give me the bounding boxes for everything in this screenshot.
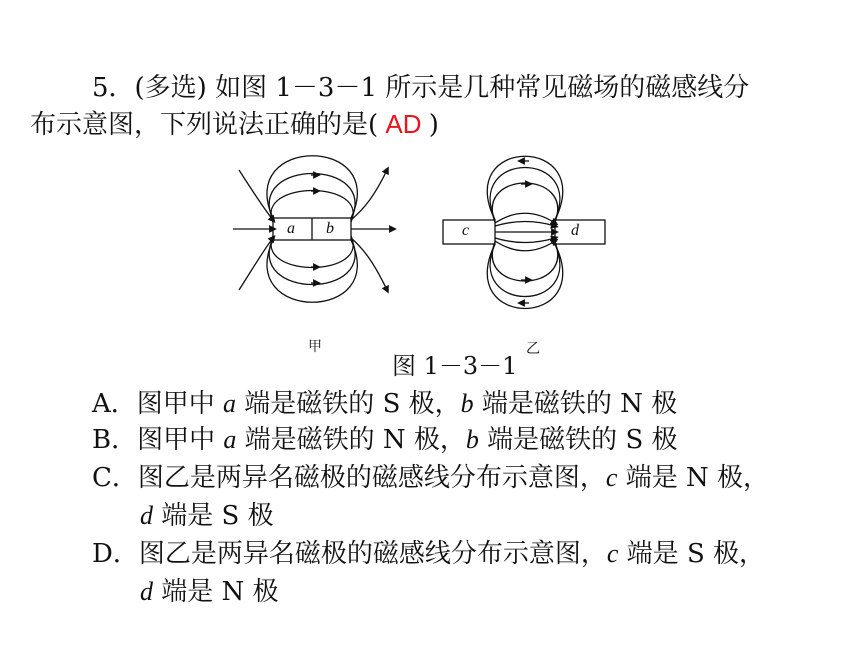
label-a: a: [287, 220, 295, 237]
magnet-d: [555, 220, 605, 244]
option-a-text-3: 端是磁铁的 N 极: [473, 389, 678, 419]
option-c-text-2: 端是 N 极，: [617, 463, 770, 493]
label-d: d: [571, 222, 579, 239]
option-b-text-3: 端是磁铁的 S 极: [478, 425, 678, 455]
option-a-text-1: 图甲中: [136, 389, 224, 419]
label-b: b: [326, 220, 334, 237]
option-c-var-2: d: [140, 501, 153, 530]
figure-caption: 图 1－3－1: [392, 352, 518, 380]
option-a-var-1: a: [223, 389, 237, 418]
option-b: [92, 424, 678, 456]
option-d-text-2: 端是 S 极，: [618, 539, 766, 569]
option-a-text-2: 端是磁铁的 S 极，: [236, 389, 461, 419]
option-a-var-2: b: [460, 389, 474, 418]
option-d: [92, 538, 765, 570]
question-line-2: [30, 108, 439, 141]
option-a-letter: A．: [92, 389, 137, 419]
option-d-letter: D．: [92, 539, 139, 569]
answer-text: AD: [378, 109, 429, 139]
option-c-text-1: 图乙是两异名磁极的磁感线分布示意图，: [137, 463, 606, 493]
option-b-var-2: b: [465, 425, 479, 454]
option-b-var-1: a: [223, 425, 237, 454]
option-d-text-1: 图乙是两异名磁极的磁感线分布示意图，: [138, 539, 607, 569]
option-c-continued: [140, 500, 274, 532]
label-yi: 乙: [526, 341, 540, 357]
option-d-continued: [140, 576, 279, 608]
option-b-text-2: 端是磁铁的 N 极，: [236, 425, 466, 455]
option-c: [92, 462, 769, 494]
option-d-var-2: d: [140, 577, 153, 606]
option-c-letter: C．: [92, 463, 138, 493]
question-line-2-text: 布示意图，下列说法正确的是(: [30, 110, 379, 140]
option-d-text-3: 端是 N 极: [153, 577, 279, 607]
magnetic-field-figure: [225, 140, 615, 340]
option-c-text-3: 端是 S 极: [153, 501, 274, 531]
option-a: [92, 388, 677, 420]
figure-jia: [233, 156, 393, 303]
label-jia: 甲: [308, 339, 322, 355]
label-c: c: [462, 222, 470, 239]
option-b-text-1: 图甲中: [137, 425, 224, 455]
option-b-letter: B．: [92, 425, 138, 455]
question-line-2-close: ): [428, 110, 439, 140]
question-line-1: 5．(多选) 如图 1－3－1 所示是几种常见磁场的磁感线分: [92, 73, 750, 103]
option-d-var-1: c: [606, 539, 619, 568]
option-c-var-1: c: [605, 463, 618, 492]
